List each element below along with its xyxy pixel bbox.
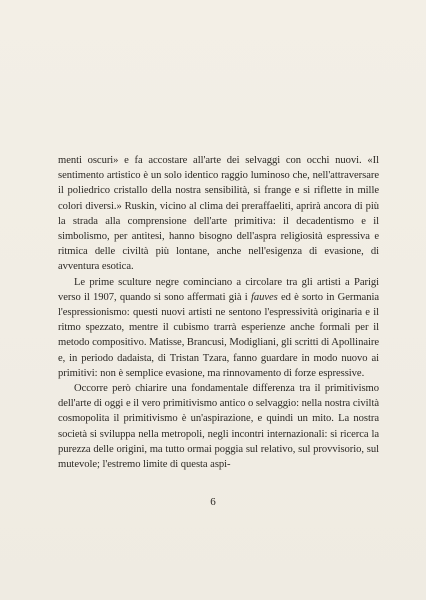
paragraph-2 — [58, 275, 379, 381]
page-number: 6 — [210, 496, 216, 508]
body-text — [58, 153, 379, 472]
paragraph-3: Occorre però chiarire una fondamentale differenza tra il primitivismo dell'arte di oggi e il vero primitivismo antico o selvaggio: nella nostra civiltà cosmopolita il primitivismo è un'aspirazione, e quindi un mito. La nostra società si sviluppa nella metropoli, negli incontri internazionali: si ricerca la purezza delle origini, ma tutto ormai poggia sul relativo, sul provvisorio, sul mutevole; l'estremo limite di questa aspi- — [58, 383, 379, 471]
paragraph-2-text-b: ed è sorto in Germania l'espressionismo: questi nuovi artisti ne sentono l'espressività originaria e il ritmo spezzato, mentre il cubismo trarrà esperienze anche formali per il metodo compositivo. Matisse, Brancusi, Modigliani, gli scritti di Apollinaire e, in periodo dadaista, di Tristan Tzara, fanno guardare in modo nuovo ai primitivi: non è semplice evasione, ma rinnovamento di forze espressive. — [58, 291, 379, 379]
paragraph-2-italic-term: fauves — [250, 291, 278, 303]
paragraph-1: menti oscuri» e fa accostare all'arte dei selvaggi con occhi nuovi. «Il sentimento artistico è un solo identico raggio luminoso che, nell'attraversare il poliedrico cristallo della nostra sensibilità, si frange e si riflette in mille colori diversi.» Ruskin, vicino al clima dei preraffaeliti, aprirà ancora di più la strada alla comprensione dell'arte primitiva: il decadentismo e il simbolismo, per antitesi, hanno bisogno dell'aspra religiosità espressiva e ritmica delle civiltà più lontane, anche nell'esigenza di evasione, di avventura esotica. — [58, 155, 379, 273]
paragraph-2-text-a: Le prime sculture negre cominciano a circolare tra gli artisti a Parigi verso il 1907, quando si sono affermati già i — [58, 276, 379, 303]
